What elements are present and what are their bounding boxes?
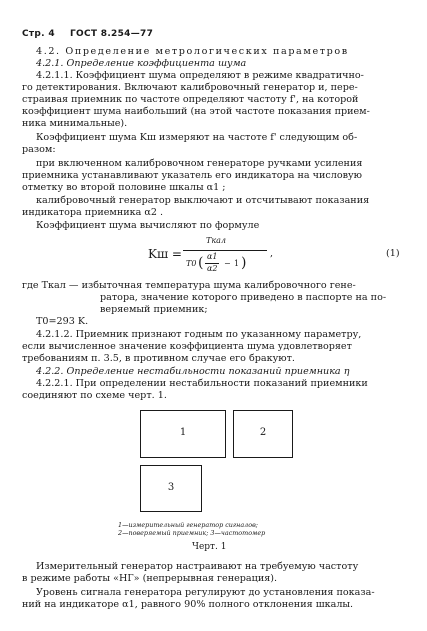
box-frequency-meter-label: 3 xyxy=(167,482,175,493)
paragraph-line: T0=293 K. xyxy=(36,316,89,327)
fraction-bar xyxy=(183,250,267,251)
paragraph-line: ний на индикаторе α1, равного 90% полного отклонения шкалы. xyxy=(22,599,354,610)
paragraph-line: индикатора приемника α2 . xyxy=(22,207,164,218)
paragraph-line: калибровочный генератор выключают и отсчитывают показания xyxy=(36,195,370,206)
formula-comma: , xyxy=(270,248,274,259)
paragraph-line: в режиме работы «НГ» (непрерывная генерация). xyxy=(22,573,278,584)
paragraph-line: Коэффициент шума вычисляют по формуле xyxy=(36,220,260,231)
formula-t0: T0 xyxy=(186,259,197,268)
paragraph-line: ратора, значение которого приведено в паспорте на по- xyxy=(100,292,387,303)
formula-alpha2: α2 xyxy=(207,264,218,273)
section-4-2-1-title: 4.2.1. Определение коэффициента шума xyxy=(36,58,247,69)
formula-alpha1: α1 xyxy=(207,252,218,261)
box-generator xyxy=(140,410,226,458)
paragraph-line: Коэффициент шума Kш измеряют на частоте f' следующим об- xyxy=(36,132,358,143)
figure-caption-line: 2—поверяемый приемник; 3—частотомер xyxy=(118,529,266,537)
figure-caption-line: 1—измерительный генератор сигналов; xyxy=(118,521,258,529)
paragraph-line: 4.2.1.2. Приемник признают годным по указанному параметру, xyxy=(36,329,362,340)
section-4-2-2-title: 4.2.2. Определение нестабильности показаний приемника η xyxy=(36,366,350,377)
paragraph-line: ника минимальные). xyxy=(22,118,128,129)
figure-label: Черт. 1 xyxy=(192,542,227,552)
paragraph-line: разом: xyxy=(22,144,56,155)
paragraph-line: приемника устанавливают указатель его индикатора на числовую xyxy=(22,170,363,181)
paragraph-line: Измерительный генератор настраивают на требуемую частоту xyxy=(36,561,359,572)
paragraph-line: если вычисленное значение коэффициента шума удовлетворяет xyxy=(22,341,352,352)
formula-lhs: Kш = xyxy=(148,247,182,261)
paragraph-line: соединяют по схеме черт. 1. xyxy=(22,390,167,401)
paragraph-line: веряемый приемник; xyxy=(100,304,208,315)
box-receiver xyxy=(233,410,293,458)
formula-minus: − xyxy=(224,259,231,268)
paragraph-line: Уровень сигнала генератора регулируют до установления показа- xyxy=(36,587,375,598)
standard-id: ГОСТ 8.254—77 xyxy=(70,29,154,39)
paragraph-line: 4.2.2.1. При определении нестабильности показаний приемники xyxy=(36,378,368,389)
paragraph-line: го детектирования. Включают калибровочный генератор и, пере- xyxy=(22,82,358,93)
paragraph-line: при включенном калибровочном генераторе ручками усиления xyxy=(36,158,363,169)
box-generator-label: 1 xyxy=(179,427,187,438)
paren-close: ) xyxy=(241,255,247,271)
paragraph-line: коэффициент шума наибольший (на этой частоте показания прием- xyxy=(22,106,370,117)
page-number: Стр. 4 xyxy=(22,29,55,39)
paragraph-line: требованиям п. 3.5, в противном случае его бракуют. xyxy=(22,353,295,364)
paragraph-line: 4.2.1.1. Коэффициент шума определяют в режиме квадратично- xyxy=(36,70,364,81)
box-frequency-meter xyxy=(140,465,202,512)
paragraph-line: где Tкал — избыточная температура шума калибровочного гене- xyxy=(22,280,356,291)
paragraph-line: страивая приемник по частоте определяют частоту f', на которой xyxy=(22,94,359,105)
paren-open: ( xyxy=(198,255,204,271)
section-4-2-title: 4.2. Определение метрологических параметров xyxy=(36,46,349,57)
formula-one: 1 xyxy=(234,259,240,268)
formula-numerator: Tкал xyxy=(206,236,226,245)
box-receiver-label: 2 xyxy=(259,427,267,438)
formula-number: (1) xyxy=(386,248,400,259)
paragraph-line: отметку во второй половине шкалы α1 ; xyxy=(22,182,226,193)
